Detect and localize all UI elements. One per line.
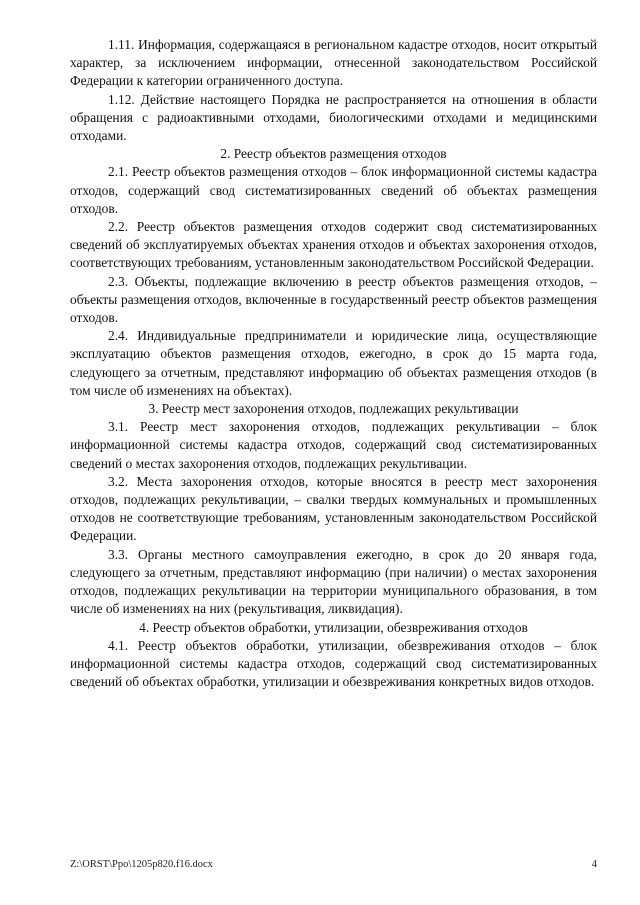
paragraph-2-2: 2.2. Реестр объектов размещения отходов содержит свод систематизированных сведений об эксплуатируемых объектах хранения отходов и объектах захоронения отходов, соответствующих требованиям, установленным законодательством Российской Федерации. xyxy=(70,219,597,271)
paragraph-2-3: 2.3. Объекты, подлежащие включению в реестр объектов размещения отходов, – объекты размещения отходов, включенные в государственный реестр объектов размещения отходов. xyxy=(70,273,597,326)
section-heading-2: 2. Реестр объектов размещения отходов xyxy=(220,146,447,162)
document-body xyxy=(70,36,597,691)
paragraph-2-1: 2.1. Реестр объектов размещения отходов – блок информационной системы кадастра отходов, содержащий свод систематизированных сведений об объектах размещения отходов. xyxy=(70,164,597,216)
paragraph-3-1: 3.1. Реестр мест захоронения отходов, подлежащих рекультивации – блок информационной системы кадастра отходов, содержащий свод систематизированных сведений о местах захоронения отходов, подлежащих рекультивации. xyxy=(70,419,597,471)
paragraph-3-3: 3.3. Органы местного самоуправления ежегодно, в срок до 20 января года, следующего за отчетным, представляют информацию (при наличии) о местах захоронения отходов, подлежащих рекультивации на территории муниципального образования, в том числе об изменениях на них (рекультивация, ликвидация). xyxy=(70,546,597,617)
paragraph-4-1: 4.1. Реестр объектов обработки, утилизации, обезвреживания отходов – блок информационной системы кадастра отходов, содержащий свод систематизированных сведений об объектах обработки, утилизации и обезвреживания конкретных видов отходов. xyxy=(70,637,597,690)
page-number: 4 xyxy=(591,859,597,870)
section-heading-4: 4. Реестр объектов обработки, утилизации, обезвреживания отходов xyxy=(139,619,528,635)
footer-file-path: Z:\ORST\Ppo\1205p820.f16.docx xyxy=(70,859,213,870)
paragraph-2-4: 2.4. Индивидуальные предприниматели и юридические лица, осуществляющие эксплуатацию объектов размещения отходов, ежегодно, в срок до 15 марта года, следующего за отчетным, представляют информацию об объектах размещения отходов (в том числе об изменениях на объектах). xyxy=(70,328,597,398)
paragraph-3-2: 3.2. Места захоронения отходов, которые вносятся в реестр мест захоронения отходов, подлежащих рекультивации, – свалки твердых коммунальных и промышленных отходов не соответствующие требованиям, установленным законодательством Российской Федерации. xyxy=(70,473,597,544)
paragraph-1-11: 1.11. Информация, содержащаяся в региональном кадастре отходов, носит открытый характер, за исключением информации, отнесенной законодательством Российской Федерации к категории ограниченного доступа. xyxy=(70,37,597,89)
paragraph-1-12: 1.12. Действие настоящего Порядка не распространяется на отношения в области обращения с радиоактивными отходами, биологическими отходами и медицинскими отходами. xyxy=(70,91,597,144)
section-heading-3: 3. Реестр мест захоронения отходов, подлежащих рекультивации xyxy=(148,401,519,417)
